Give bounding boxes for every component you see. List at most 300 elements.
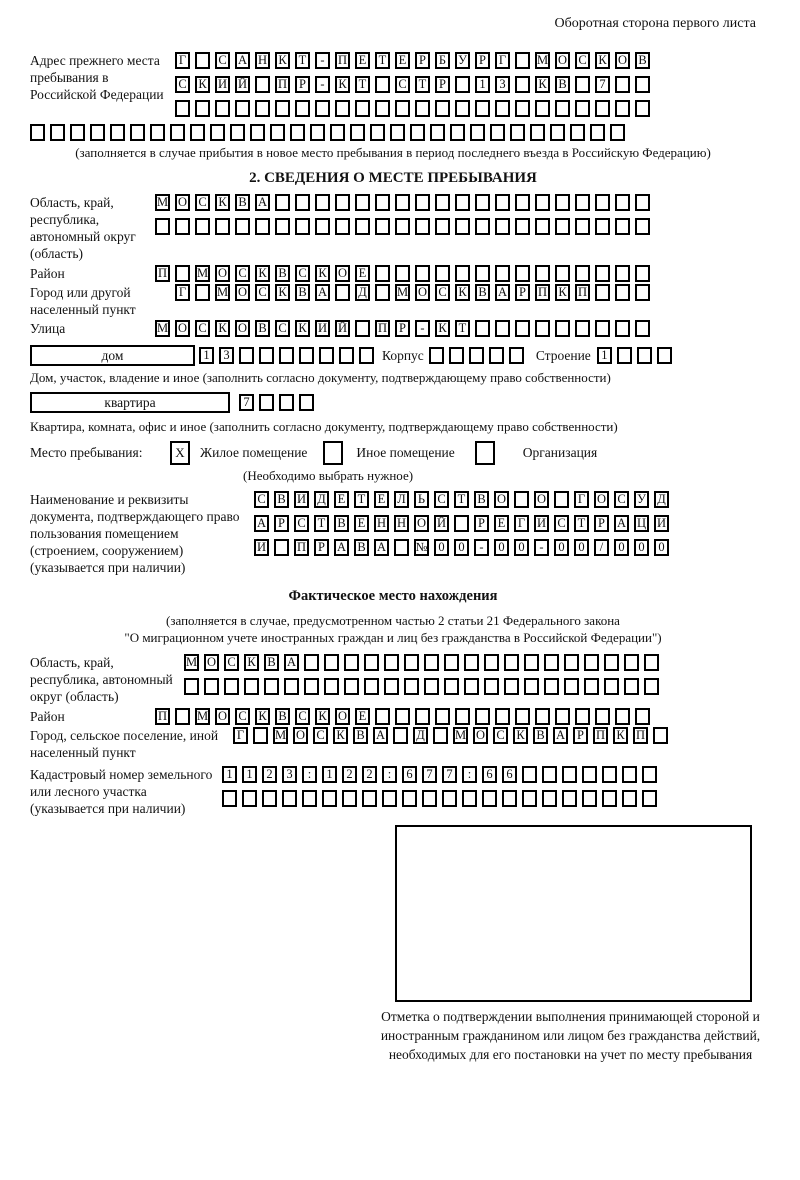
char-box: -	[315, 76, 330, 93]
char-box: Р	[274, 515, 289, 532]
char-box: Г	[233, 727, 248, 744]
char-box: С	[215, 52, 230, 69]
char-box: О	[615, 52, 630, 69]
char-box: Р	[594, 515, 609, 532]
char-box	[509, 347, 524, 364]
char-box: О	[555, 52, 570, 69]
char-box: Й	[235, 76, 250, 93]
checkbox-inoe	[323, 441, 343, 465]
char-box: :	[382, 766, 397, 783]
char-box: К	[215, 194, 230, 211]
char-box: Р	[395, 320, 410, 337]
char-box	[562, 790, 577, 807]
char-box: Т	[354, 491, 369, 508]
char-box	[604, 654, 619, 671]
char-box: 7	[422, 766, 437, 783]
char-box	[175, 265, 190, 282]
char-box	[424, 654, 439, 671]
char-box	[310, 124, 325, 141]
char-box: С	[195, 194, 210, 211]
char-box	[415, 218, 430, 235]
char-box	[355, 218, 370, 235]
char-box: А	[284, 654, 299, 671]
char-box	[195, 284, 210, 301]
char-box	[384, 654, 399, 671]
char-box	[433, 727, 448, 744]
char-box-row	[184, 654, 659, 671]
char-box	[575, 708, 590, 725]
char-box	[635, 194, 650, 211]
char-box-row	[175, 52, 650, 69]
char-box: К	[335, 76, 350, 93]
char-box	[444, 678, 459, 695]
char-box	[575, 100, 590, 117]
char-box	[215, 218, 230, 235]
char-box	[555, 708, 570, 725]
char-box: 1	[242, 766, 257, 783]
char-box: Й	[434, 515, 449, 532]
kvartira-field-box: квартира	[30, 392, 230, 413]
char-box: Е	[355, 52, 370, 69]
char-box: С	[575, 52, 590, 69]
char-box	[535, 100, 550, 117]
char-box	[259, 347, 274, 364]
char-box	[239, 347, 254, 364]
char-box	[222, 790, 237, 807]
char-box: У	[455, 52, 470, 69]
char-box: И	[215, 76, 230, 93]
char-box: Т	[295, 52, 310, 69]
char-box	[635, 265, 650, 282]
char-box	[435, 708, 450, 725]
char-box: В	[334, 515, 349, 532]
korpus-label: Корпус	[382, 348, 424, 363]
checkbox-zhiloe: X	[170, 441, 190, 465]
char-box	[635, 320, 650, 337]
char-box	[515, 708, 530, 725]
char-box: Т	[415, 76, 430, 93]
dom-caption: Дом, участок, владение и иное (заполнить согласно документу, подтверждающему право собственности)	[30, 370, 611, 385]
char-box	[544, 678, 559, 695]
char-box	[315, 194, 330, 211]
char-box: Р	[573, 727, 588, 744]
char-box	[495, 320, 510, 337]
char-box: 3	[219, 347, 234, 364]
char-box: П	[593, 727, 608, 744]
char-box: А	[614, 515, 629, 532]
char-box	[382, 790, 397, 807]
char-box	[514, 491, 529, 508]
char-box	[635, 218, 650, 235]
char-box: В	[275, 265, 290, 282]
char-box: Т	[314, 515, 329, 532]
char-box	[324, 678, 339, 695]
char-box: С	[554, 515, 569, 532]
char-box: А	[235, 52, 250, 69]
rayon-label: Район	[30, 266, 65, 281]
char-box: Т	[375, 52, 390, 69]
char-box: 0	[634, 539, 649, 556]
char-box: К	[315, 708, 330, 725]
char-box: 0	[574, 539, 589, 556]
char-box: :	[462, 766, 477, 783]
section-2-title: 2. СВЕДЕНИЯ О МЕСТЕ ПРЕБЫВАНИЯ	[249, 170, 537, 186]
char-box	[642, 790, 657, 807]
char-box	[375, 194, 390, 211]
char-box	[602, 766, 617, 783]
char-box: П	[155, 265, 170, 282]
char-box: Ь	[414, 491, 429, 508]
char-box	[455, 100, 470, 117]
char-box: В	[635, 52, 650, 69]
char-box: Й	[335, 320, 350, 337]
fact-gorod-label: Город, сельское поселение, иной населенный пункт	[30, 728, 219, 760]
char-box	[595, 284, 610, 301]
char-box	[390, 124, 405, 141]
char-box	[584, 654, 599, 671]
char-box	[515, 76, 530, 93]
char-box: О	[175, 194, 190, 211]
char-box	[455, 265, 470, 282]
char-box	[344, 654, 359, 671]
char-box	[304, 654, 319, 671]
char-box	[530, 124, 545, 141]
char-box	[175, 708, 190, 725]
char-box: К	[215, 320, 230, 337]
char-box: Д	[654, 491, 669, 508]
char-box-row	[155, 194, 650, 211]
char-box	[184, 678, 199, 695]
char-box: 6	[402, 766, 417, 783]
oblast-label: Область, край, республика, автономный округ (область)	[30, 195, 136, 261]
char-box-row	[155, 320, 650, 337]
fact-rayon-label: Район	[30, 709, 65, 724]
char-box	[495, 194, 510, 211]
char-box	[454, 515, 469, 532]
stamp-box	[395, 825, 752, 1002]
char-box	[435, 265, 450, 282]
char-box: -	[534, 539, 549, 556]
char-box	[455, 708, 470, 725]
char-box	[575, 218, 590, 235]
char-box	[402, 790, 417, 807]
char-box	[595, 320, 610, 337]
char-box: А	[255, 194, 270, 211]
char-box	[515, 52, 530, 69]
char-box	[522, 766, 537, 783]
char-box: Л	[394, 491, 409, 508]
char-box: А	[315, 284, 330, 301]
char-box	[464, 678, 479, 695]
char-box	[375, 708, 390, 725]
char-box: Р	[415, 52, 430, 69]
char-box	[255, 100, 270, 117]
char-box: -	[474, 539, 489, 556]
char-box	[355, 194, 370, 211]
char-box	[393, 727, 408, 744]
char-box	[615, 284, 630, 301]
char-box: К	[613, 727, 628, 744]
char-box	[395, 708, 410, 725]
char-box	[279, 347, 294, 364]
char-box: В	[235, 194, 250, 211]
char-box	[455, 194, 470, 211]
char-box	[489, 347, 504, 364]
char-box	[335, 284, 350, 301]
char-box	[415, 100, 430, 117]
char-box	[464, 654, 479, 671]
char-box	[475, 320, 490, 337]
char-box: К	[315, 265, 330, 282]
char-box	[564, 654, 579, 671]
char-box: А	[495, 284, 510, 301]
form-row-rayon	[30, 265, 756, 282]
form-row-oblast	[30, 194, 756, 262]
char-box	[455, 76, 470, 93]
char-box	[535, 265, 550, 282]
char-box: 0	[554, 539, 569, 556]
char-box-row	[254, 491, 669, 508]
char-box-row	[222, 790, 657, 807]
char-box	[575, 320, 590, 337]
char-box: О	[175, 320, 190, 337]
char-box: И	[654, 515, 669, 532]
char-box: Г	[574, 491, 589, 508]
char-box	[595, 194, 610, 211]
char-box: Г	[495, 52, 510, 69]
char-box	[624, 678, 639, 695]
char-box	[475, 708, 490, 725]
char-box	[510, 124, 525, 141]
char-box	[210, 124, 225, 141]
char-box: С	[195, 320, 210, 337]
kvartira-caption: Квартира, комната, офис и иное (заполнить согласно документу, подтверждающему право собственности)	[30, 419, 618, 434]
char-box	[444, 654, 459, 671]
char-box	[284, 678, 299, 695]
char-box	[429, 347, 444, 364]
char-box	[230, 124, 245, 141]
document-label: Наименование и реквизиты документа, подтверждающего право пользования помещением (строением, сооружением) (указывается при наличии)	[30, 492, 240, 575]
char-box	[555, 265, 570, 282]
char-box: И	[294, 491, 309, 508]
char-box	[635, 284, 650, 301]
option-inoe-label: Иное помещение	[356, 445, 455, 460]
char-box: М	[274, 728, 287, 742]
form-row-dom	[30, 345, 756, 366]
char-box: Н	[255, 52, 270, 69]
char-box	[515, 194, 530, 211]
char-box	[522, 790, 537, 807]
form-row-fact-rayon	[30, 708, 756, 725]
char-box: П	[535, 284, 550, 301]
char-box: К	[555, 284, 570, 301]
char-box: Е	[395, 52, 410, 69]
char-box	[584, 678, 599, 695]
char-box	[270, 124, 285, 141]
char-box	[469, 347, 484, 364]
char-box	[253, 727, 268, 744]
char-box	[299, 394, 314, 411]
char-box: :	[302, 766, 317, 783]
char-box	[175, 218, 190, 235]
char-box	[475, 194, 490, 211]
mesto-label: Место пребывания:	[30, 445, 143, 460]
char-box	[562, 766, 577, 783]
char-box: Н	[394, 515, 409, 532]
char-box: О	[204, 654, 219, 671]
char-box	[150, 124, 165, 141]
char-box: С	[255, 284, 270, 301]
char-box	[384, 678, 399, 695]
char-box: П	[155, 708, 170, 725]
char-box	[319, 347, 334, 364]
char-box	[615, 194, 630, 211]
char-box: В	[255, 320, 270, 337]
ulitsa-label: Улица	[30, 321, 66, 336]
char-box	[295, 100, 310, 117]
char-box	[542, 790, 557, 807]
char-box	[299, 347, 314, 364]
char-box	[275, 218, 290, 235]
char-box: Р	[515, 284, 530, 301]
char-box: Р	[474, 515, 489, 532]
char-box	[604, 678, 619, 695]
char-box: О	[215, 265, 230, 282]
option-org-label: Организация	[522, 445, 598, 460]
option-zhiloe-label: Жилое помещение	[200, 445, 308, 460]
char-box: Ц	[634, 515, 649, 532]
char-box-row	[175, 284, 650, 301]
char-box: В	[555, 76, 570, 93]
char-box	[435, 100, 450, 117]
char-box	[235, 100, 250, 117]
gorod-label: Город или другой населенный пункт	[30, 285, 136, 317]
char-box	[615, 708, 630, 725]
char-box: А	[254, 515, 269, 532]
char-box: П	[575, 284, 590, 301]
char-box: И	[534, 515, 549, 532]
char-box	[364, 654, 379, 671]
char-box	[515, 320, 530, 337]
char-box-row	[254, 539, 669, 556]
char-box: М	[216, 285, 229, 299]
char-box	[364, 678, 379, 695]
char-box: С	[614, 491, 629, 508]
char-box: Б	[435, 52, 450, 69]
char-box: С	[295, 708, 310, 725]
char-box	[449, 347, 464, 364]
char-box	[637, 347, 652, 364]
char-box	[355, 100, 370, 117]
char-box	[484, 678, 499, 695]
form-row-document	[30, 491, 756, 576]
stamp-caption: Отметка о подтверждении выполнения принимающей стороной и иностранным гражданином или лицом без гражданства действий, необходимых для его постановки на учет по месту пребывания	[380, 1009, 761, 1062]
char-box	[450, 124, 465, 141]
char-box: В	[533, 727, 548, 744]
char-box: А	[374, 539, 389, 556]
char-box: О	[293, 727, 308, 744]
char-box: В	[274, 491, 289, 508]
char-box: В	[475, 284, 490, 301]
char-box	[595, 218, 610, 235]
char-box-row	[239, 394, 314, 411]
char-box	[415, 194, 430, 211]
char-box: В	[474, 491, 489, 508]
char-box: К	[255, 265, 270, 282]
char-box: С	[395, 76, 410, 93]
char-box	[622, 766, 637, 783]
char-box	[295, 218, 310, 235]
char-box	[395, 100, 410, 117]
char-box	[535, 218, 550, 235]
form-row-fact-gorod	[30, 727, 756, 761]
char-box	[370, 124, 385, 141]
char-box: О	[473, 727, 488, 744]
char-box	[279, 394, 294, 411]
char-box: 1	[322, 766, 337, 783]
char-box: О	[235, 284, 250, 301]
char-box	[315, 218, 330, 235]
char-box: Т	[454, 491, 469, 508]
page-title: Оборотная сторона первого листа	[554, 16, 756, 31]
char-box: Е	[334, 491, 349, 508]
char-box-row	[254, 515, 669, 532]
char-box	[435, 218, 450, 235]
char-box	[304, 678, 319, 695]
char-box: М	[396, 285, 409, 299]
prev-address-caption: (заполняется в случае прибытия в новое место пребывания в период последнего въезда в Российскую Федерацию)	[75, 145, 711, 160]
char-box	[495, 100, 510, 117]
form-row-mesto	[30, 441, 756, 465]
char-box: В	[275, 708, 290, 725]
char-box	[575, 194, 590, 211]
char-box: Д	[355, 284, 370, 301]
char-box: 2	[262, 766, 277, 783]
char-box: О	[415, 284, 430, 301]
char-box	[404, 654, 419, 671]
char-box-row	[233, 727, 668, 744]
char-box	[302, 790, 317, 807]
char-box: Р	[435, 76, 450, 93]
char-box	[264, 678, 279, 695]
char-box: С	[235, 708, 250, 725]
char-box	[110, 124, 125, 141]
char-box	[582, 766, 597, 783]
char-box	[475, 100, 490, 117]
char-box	[430, 124, 445, 141]
char-box: 2	[342, 766, 357, 783]
char-box: О	[335, 265, 350, 282]
char-box	[359, 347, 374, 364]
char-box	[322, 790, 337, 807]
char-box	[255, 76, 270, 93]
cadastral-label: Кадастровый номер земельного или лесного участка (указывается при наличии)	[30, 767, 213, 816]
char-box	[615, 265, 630, 282]
char-box	[602, 790, 617, 807]
char-box	[375, 265, 390, 282]
char-box: М	[454, 728, 467, 742]
char-box: С	[235, 265, 250, 282]
char-box: И	[254, 539, 269, 556]
char-box	[564, 678, 579, 695]
char-box	[635, 76, 650, 93]
char-box: П	[375, 320, 390, 337]
char-box: -	[415, 320, 430, 337]
char-box: С	[435, 284, 450, 301]
char-box	[595, 265, 610, 282]
char-box: 1	[199, 347, 214, 364]
char-box	[610, 124, 625, 141]
